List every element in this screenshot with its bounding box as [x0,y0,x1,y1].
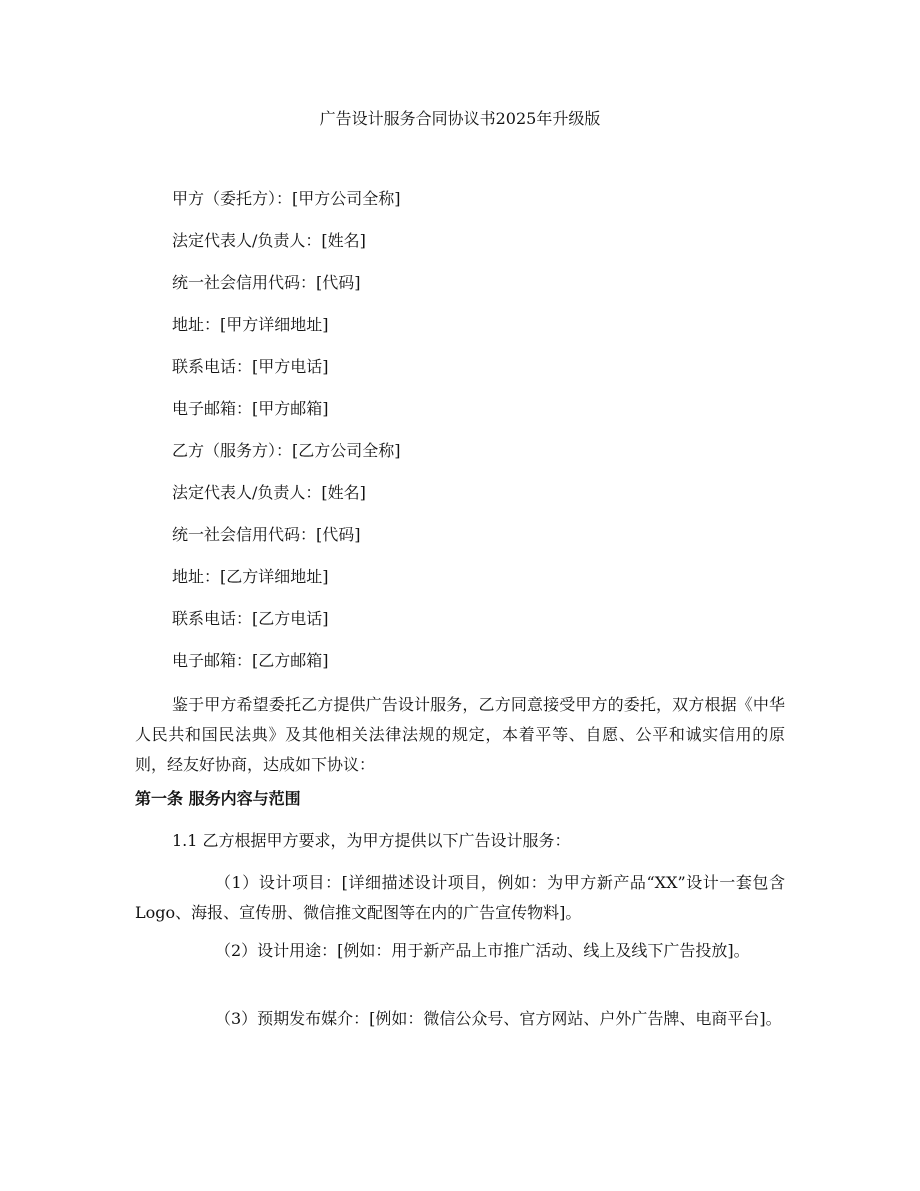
party-a-email: 电子邮箱：[甲方邮箱] [172,399,329,418]
party-b-representative: 法定代表人/负责人：[姓名] [172,483,366,502]
clause-1-1-item-1: （1）设计项目：[详细描述设计项目，例如：为甲方新产品“XX”设计一套包含Logo、海报、宣传册、微信推文配图等在内的广告宣传物料]。 [135,873,785,922]
party-info-block [172,188,812,692]
party-b-address: 地址：[乙方详细地址] [172,567,329,586]
party-b-credit-code: 统一社会信用代码：[代码] [172,525,361,544]
document-title: 广告设计服务合同协议书2025年升级版 [319,109,601,128]
section-1-heading: 第一条 服务内容与范围 [135,789,301,808]
party-a-address: 地址：[甲方详细地址] [172,315,329,334]
party-a-representative: 法定代表人/负责人：[姓名] [172,231,366,250]
party-a-credit-code: 统一社会信用代码：[代码] [172,273,361,292]
party-b-name: 乙方（服务方）：[乙方公司全称] [172,441,401,460]
preamble-paragraph: 鉴于甲方希望委托乙方提供广告设计服务，乙方同意接受甲方的委托，双方根据《中华人民共和国民法典》及其他相关法律法规的规定，本着平等、自愿、公平和诚实信用的原则，经友好协商，达成如下协议： [135,695,785,774]
party-b-email: 电子邮箱：[乙方邮箱] [172,651,329,670]
clause-1-1: 1.1 乙方根据甲方要求，为甲方提供以下广告设计服务： [172,831,571,850]
clause-1-1-item-2: （2）设计用途：[例如：用于新产品上市推广活动、线上及线下广告投放]。 [215,941,750,960]
party-b-phone: 联系电话：[乙方电话] [172,609,329,628]
party-a-name: 甲方（委托方）：[甲方公司全称] [172,189,401,208]
clause-1-1-item-3: （3）预期发布媒介：[例如：微信公众号、官方网站、户外广告牌、电商平台]。 [215,1009,782,1028]
party-a-phone: 联系电话：[甲方电话] [172,357,329,376]
